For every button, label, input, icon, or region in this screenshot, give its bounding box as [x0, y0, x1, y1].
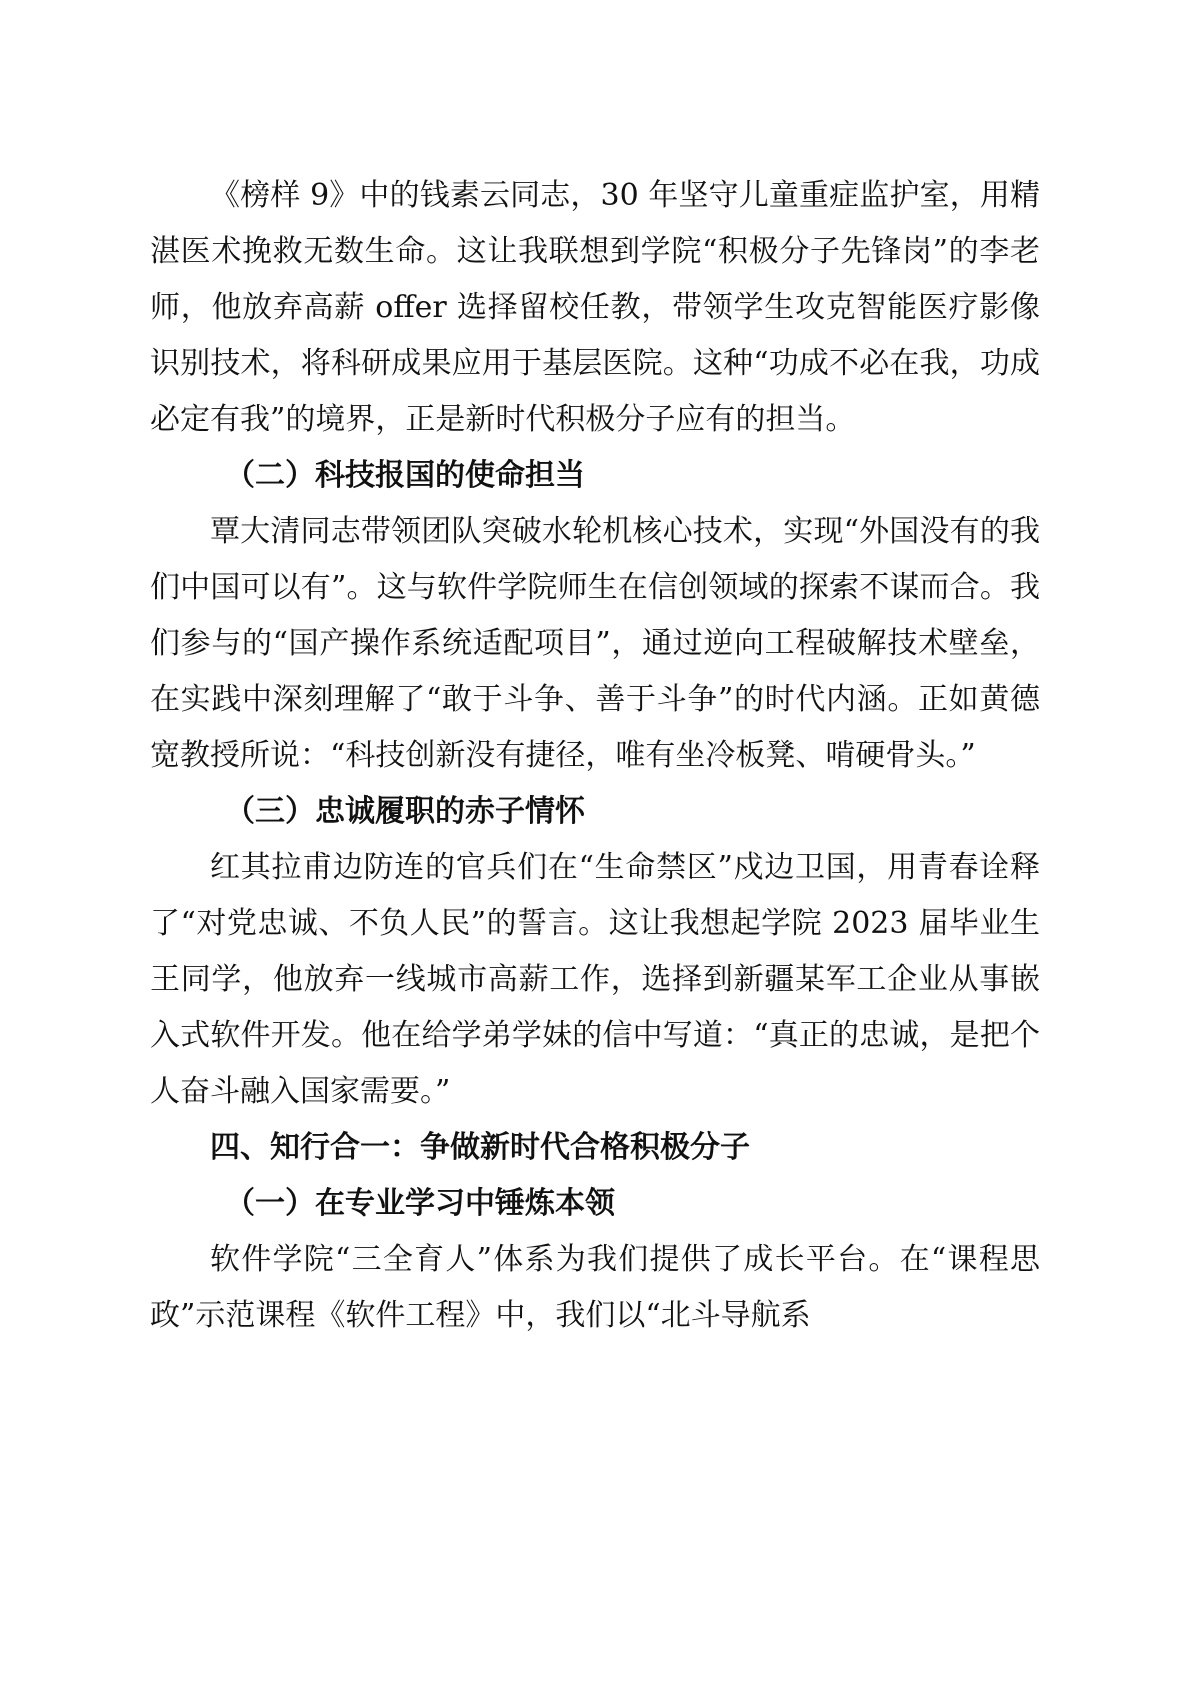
paragraph-role-model-qian-suyun: 《榜样 9》中的钱素云同志，30 年坚守儿童重症监护室，用精湛医术挽救无数生命。这让我联想到学院“积极分子先锋岗”的李老师，他放弃高薪 offer 选择留校任教，带领学生攻克智能医疗影像识别技术，将科研成果应用于基层医院。这种“功成不必在我，功成必定有我”的境界，正是新时代积极分子应有的担当。 — [150, 178, 1040, 437]
paragraph-tan-daqing: 覃大清同志带领团队突破水轮机核心技术，实现“外国没有的我们中国可以有”。这与软件学院师生在信创领域的探索不谋而合。我们参与的“国产操作系统适配项目”，通过逆向工程破解技术壁垒，在实践中深刻理解了“敢于斗争、善于斗争”的时代内涵。正如黄德宽教授所说：“科技创新没有捷径，唯有坐冷板凳、啃硬骨头。” — [150, 514, 1040, 773]
paragraph-three-all-education: 软件学院“三全育人”体系为我们提供了成长平台。在“课程思政”示范课程《软件工程》中，我们以“北斗导航系 — [150, 1242, 1040, 1333]
subheading-tech-patriotism: （二）科技报国的使命担当 — [225, 458, 585, 493]
document-body — [150, 168, 1040, 1344]
subheading-loyalty: （三）忠诚履职的赤子情怀 — [225, 794, 585, 829]
paragraph-border-defense: 红其拉甫边防连的官兵们在“生命禁区”戍边卫国，用青春诠释了“对党忠诚、不负人民”的誓言。这让我想起学院 2023 届毕业生王同学，他放弃一线城市高薪工作，选择到新疆某军工企业从事嵌入式软件开发。他在给学弟学妹的信中写道：“真正的忠诚，是把个人奋斗融入国家需要。” — [150, 850, 1040, 1109]
heading-section-four: 四、知行合一：争做新时代合格积极分子 — [210, 1130, 750, 1165]
subheading-professional-study: （一）在专业学习中锤炼本领 — [225, 1186, 615, 1221]
